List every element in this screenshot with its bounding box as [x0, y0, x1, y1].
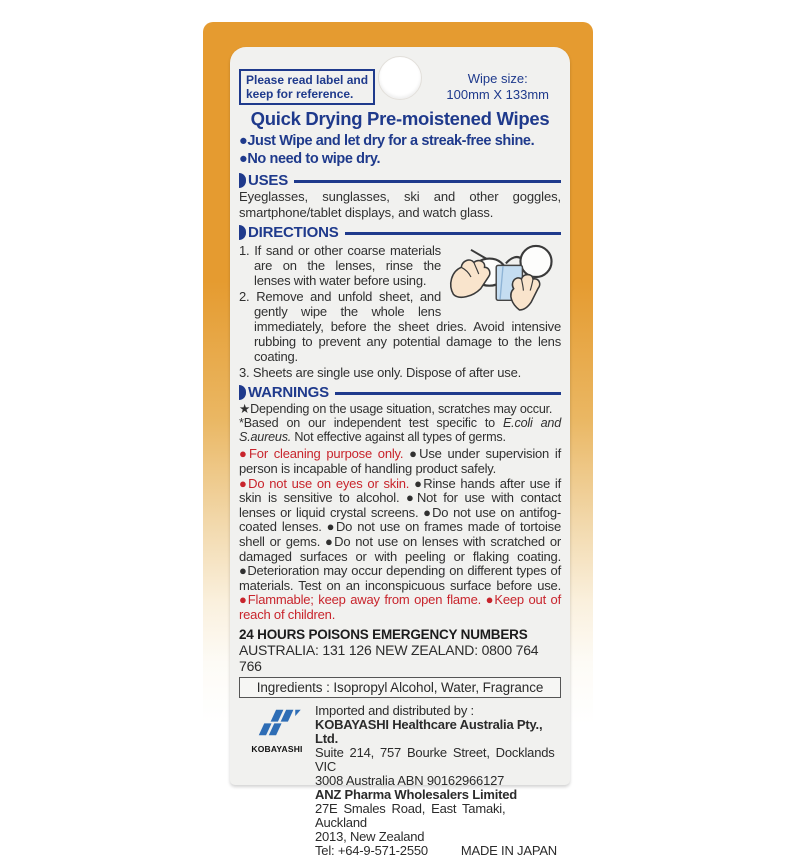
company-australia: KOBAYASHI Healthcare Australia Pty., Ltd. — [315, 716, 543, 746]
caution-text: ●Rinse hands after use if skin is sensitive to alcohol. ●Not for use with contact lenses or liquid crystal screens. ●Do not use on antifog-coated lenses. ●Do not use on frames made of tortoise shell or gems. ●Do not use on lenses with scratched or damaged surfaces or with peeling or flaking coating. ●Deterioration may occur depending on different types of materials. Test on an inconspicuous surface before use. — [239, 475, 561, 593]
imported-by-line: Imported and distributed by : — [315, 702, 474, 718]
wipe-size-value: 100mm X 133mm — [446, 86, 549, 102]
hang-hole — [378, 56, 422, 100]
uses-body: Eyeglasses, sunglasses, ski and other goggles, smartphone/tablet displays, and watch glass. — [239, 189, 561, 220]
header-rule — [335, 392, 561, 395]
warnings-header — [239, 384, 561, 401]
note-italic-organisms: E.coli and S.aureus. — [239, 415, 562, 444]
kobayashi-logo-icon — [252, 707, 302, 738]
header-rule — [345, 232, 561, 235]
warnings-heading: WARNINGS — [248, 384, 329, 401]
address-australia-2: 3008 Australia ABN 90162966127 — [315, 772, 505, 788]
caution-red-text: ●For cleaning purpose only. — [239, 446, 410, 462]
step-text: If sand or other coarse materials are on the lenses, rinse the lenses with water before using. — [254, 243, 441, 288]
telephone: Tel: +64-9-571-2550 — [315, 842, 428, 858]
highlight-line: ●Just Wipe and let dry for a streak-free shine. — [239, 133, 535, 149]
warning-note-star: ★Depending on the usage situation, scratches may occur. — [239, 402, 553, 416]
read-label-note-line2: keep for reference. — [246, 87, 354, 102]
uses-heading: USES — [248, 172, 289, 189]
distributor-details — [315, 704, 561, 858]
directions-header — [239, 224, 561, 241]
made-in-japan: MADE IN JAPAN — [460, 842, 557, 858]
caution-paragraph — [239, 447, 561, 476]
label-panel — [230, 47, 570, 858]
section-marker-icon — [239, 173, 246, 188]
step-text: Remove and unfold sheet, and gently wipe the whole lens immediately, before the sheet dries. Avoid intensive rubbing to prevent any potential damage to the lens coating. — [254, 289, 561, 364]
step-number: 2. — [239, 289, 250, 304]
poisons-emergency-heading: 24 HOURS POISONS EMERGENCY NUMBERS — [239, 626, 528, 642]
warning-note-test — [239, 417, 561, 445]
highlight-line: ●No need to wipe dry. — [239, 150, 381, 167]
header-rule — [294, 180, 561, 183]
product-highlights — [239, 133, 561, 168]
read-label-note — [239, 69, 375, 105]
ingredients-box: Ingredients : Isopropyl Alcohol, Water, Fragrance — [239, 677, 561, 698]
wipe-size-label: Wipe size: — [467, 71, 528, 86]
directions-steps — [239, 243, 561, 380]
step-number: 3. — [239, 365, 250, 380]
read-label-note-line1: Please read label and — [246, 73, 369, 87]
caution-text: ●Use under supervision if person is incapable of handling product safely. — [239, 446, 561, 476]
tel-madein-row — [315, 844, 561, 858]
wipe-size — [446, 71, 549, 102]
direction-step — [239, 365, 561, 380]
step-text: Sheets are single use only. Dispose of after use. — [252, 365, 522, 380]
kobayashi-logo — [239, 704, 315, 858]
warning-cautions — [239, 447, 561, 622]
distributor-block — [239, 704, 561, 858]
note-text: *Based on our independent test specific to — [239, 415, 503, 430]
caution-red-text: ●Do not use on eyes or skin. — [239, 475, 415, 491]
address-new-zealand-2: 2013, New Zealand — [315, 828, 425, 844]
wiping-glasses-illustration — [445, 244, 561, 310]
directions-heading: DIRECTIONS — [248, 224, 339, 241]
product-package-back — [203, 22, 593, 858]
company-new-zealand: ANZ Pharma Wholesalers Limited — [315, 786, 518, 802]
uses-header — [239, 172, 561, 189]
caution-paragraph — [239, 477, 561, 623]
step-number: 1. — [239, 243, 250, 258]
note-text: Not effective against all types of germs. — [291, 429, 506, 444]
section-marker-icon — [239, 385, 246, 400]
address-australia-1: Suite 214, 757 Bourke Street, Docklands VIC — [315, 744, 555, 774]
poisons-emergency-numbers: AUSTRALIA: 131 126 NEW ZEALAND: 0800 764 766 — [239, 641, 539, 674]
product-title: Quick Drying Pre-moistened Wipes — [250, 108, 550, 129]
kobayashi-logo-text: KOBAYASHI — [251, 743, 303, 754]
caution-red-text: ●Flammable; keep away from open flame. ●Keep out of reach of children. — [239, 592, 561, 622]
address-new-zealand-1: 27E Smales Road, East Tamaki, Auckland — [315, 800, 506, 830]
section-marker-icon — [239, 225, 246, 240]
